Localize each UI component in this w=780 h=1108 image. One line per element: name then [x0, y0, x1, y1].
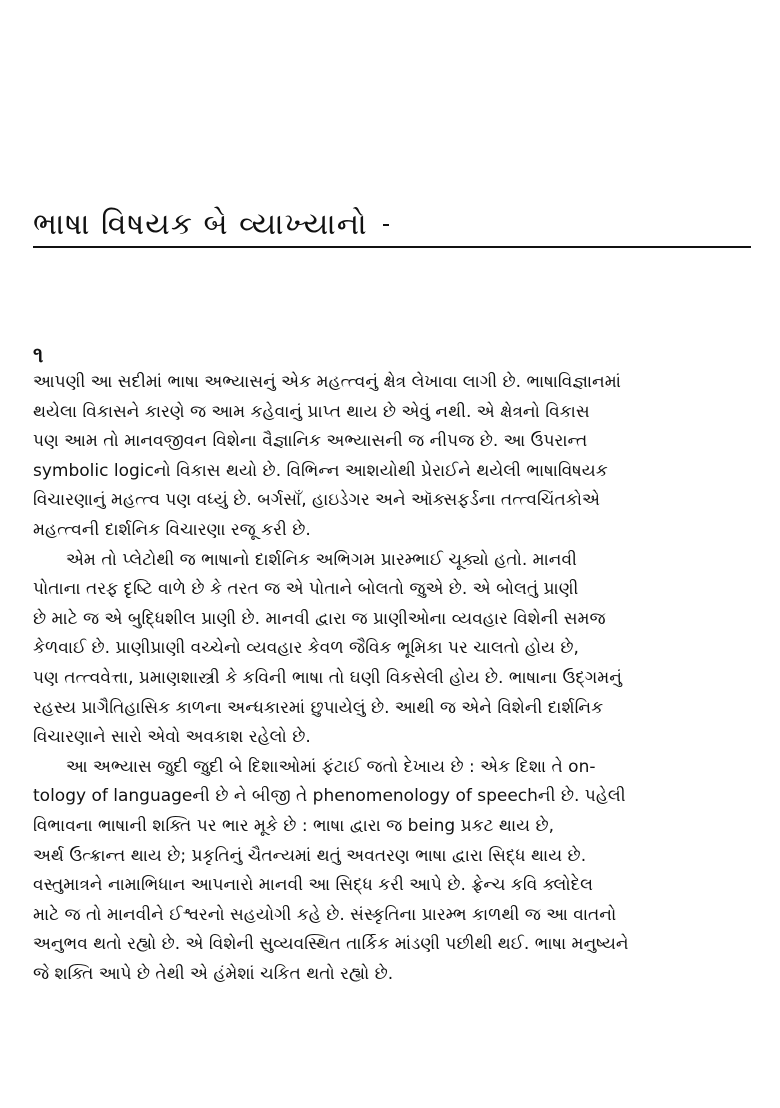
text-line: વિચારણાને સારો એવો અવકાશ રહેલો છે.: [33, 727, 311, 748]
text-line: વિભાવના ભાષાની શક્તિ પર ભાર મૂકે છે : ભાષા દ્વારા જ being પ્રકટ થાય છે,: [33, 815, 555, 836]
text-line: પોતાના તરફ દૃષ્ટિ વાળે છે કે તરત જ એ પોતાને બોલતો જુએ છે. એ બોલતું પ્રાણી: [33, 579, 579, 600]
text-line: વિચારણાનું મહત્ત્વ પણ વધ્યું છે. બર્ગસાઁ, હાઇડેગર અને ઑક્સફર્ડના તત્ત્વચિંતકોએ: [33, 490, 600, 511]
text-line: આપણી આ સદીમાં ભાષા અભ્યાસનું એક મહત્ત્વનું ક્ષેત્ર લેખાવા લાગી છે. ભાષાવિજ્ઞાનમાં: [33, 372, 621, 392]
text-line: મહત્ત્વની દાર્શનિક વિચારણા રજૂ કરી છે.: [33, 519, 311, 540]
text-line: અર્થ ઉત્ક્રાન્ત થાય છે; પ્રકૃતિનું ચૈતન્યમાં થતું અવતરણ ભાષા દ્વારા સિદ્ધ થાય છે.: [33, 845, 587, 866]
text-line: પણ આમ તો માનવજીવન વિશેના વૈજ્ઞાનિક અભ્યાસની જ નીપજ છે. આ ઉપરાન્ત: [33, 431, 588, 452]
text-line: પણ તત્ત્વવેત્તા, પ્રમાણશાસ્ત્રી કે કવિની ભાષા તો ઘણી વિકસેલી હોય છે. ભાષાના ઉદ્ગમનું: [33, 667, 622, 688]
title-rule: [33, 246, 751, 248]
text-line: થયેલા વિકાસને કારણે જ આમ કહેવાનું પ્રાપ્ત થાય છે એવું નથી. એ ક્ષેત્રનો વિકાસ: [33, 401, 590, 422]
text-line: tology of languageની છે ને બીજી તે phenomenology of speechની છે. પહેલી: [33, 786, 626, 807]
body-text: [33, 368, 755, 989]
chapter-title: ભાષા વિષયક બે વ્યાખ્યાનો: [33, 207, 368, 242]
text-line: છે માટે જ એ બુદ્ધિશીલ પ્રાણી છે. માનવી દ્વારા જ પ્રાણીઓના વ્યવહાર વિશેની સમજ: [33, 608, 606, 629]
text-line: રહસ્ય પ્રાગૈતિહાસિક કાળના અન્ધકારમાં છુપાયેલું છે. આથી જ એને વિશેની દાર્શનિક: [33, 697, 604, 718]
text-line: માટે જ તો માનવીને ઈશ્વરનો સહયોગી કહે છે. સંસ્કૃતિના પ્રારમ્ભ કાળથી જ આ વાતનો: [33, 904, 617, 925]
text-line: અનુભવ થતો રહ્યો છે. એ વિશેની સુવ્યવસ્થિત તાર્કિક માંડણી પછીથી થઈ. ભાષા મનુષ્યને: [33, 934, 629, 955]
paragraph-start-line: આ અભ્યાસ જુદી જુદી બે દિશાઓમાં ફંટાઈ જતો દેખાય છે : એક દિશા તે on-: [66, 756, 596, 777]
title-stray-mark: [383, 224, 389, 226]
text-line: કેળવાઈ છે. પ્રાણીપ્રાણી વચ્ચેનો વ્યવહાર કેવળ જૈવિક ભૂમિકા પર ચાલતો હોય છે,: [33, 638, 579, 659]
text-line: વસ્તુમાત્રને નામાભિધાન આપનારો માનવી આ સિદ્ધ કરી આપે છે. ફ્રેન્ચ કવિ ક્લોદેલ: [33, 875, 593, 896]
text-line: જે શક્તિ આપે છે તેથી એ હંમેશાં ચકિત થતો રહ્યો છે.: [33, 963, 394, 984]
section-number: ૧: [33, 343, 44, 367]
text-line: symbolic logicનો વિકાસ થયો છે. વિભિન્ન આશયોથી પ્રેરાઈને થયેલી ભાષાવિષયક: [33, 460, 608, 481]
paragraph-start-line: એમ તો પ્લેટોથી જ ભાષાનો દાર્શનિક અભિગમ પ્રારમ્ભાઈ ચૂક્યો હતો. માનવી: [66, 549, 577, 570]
